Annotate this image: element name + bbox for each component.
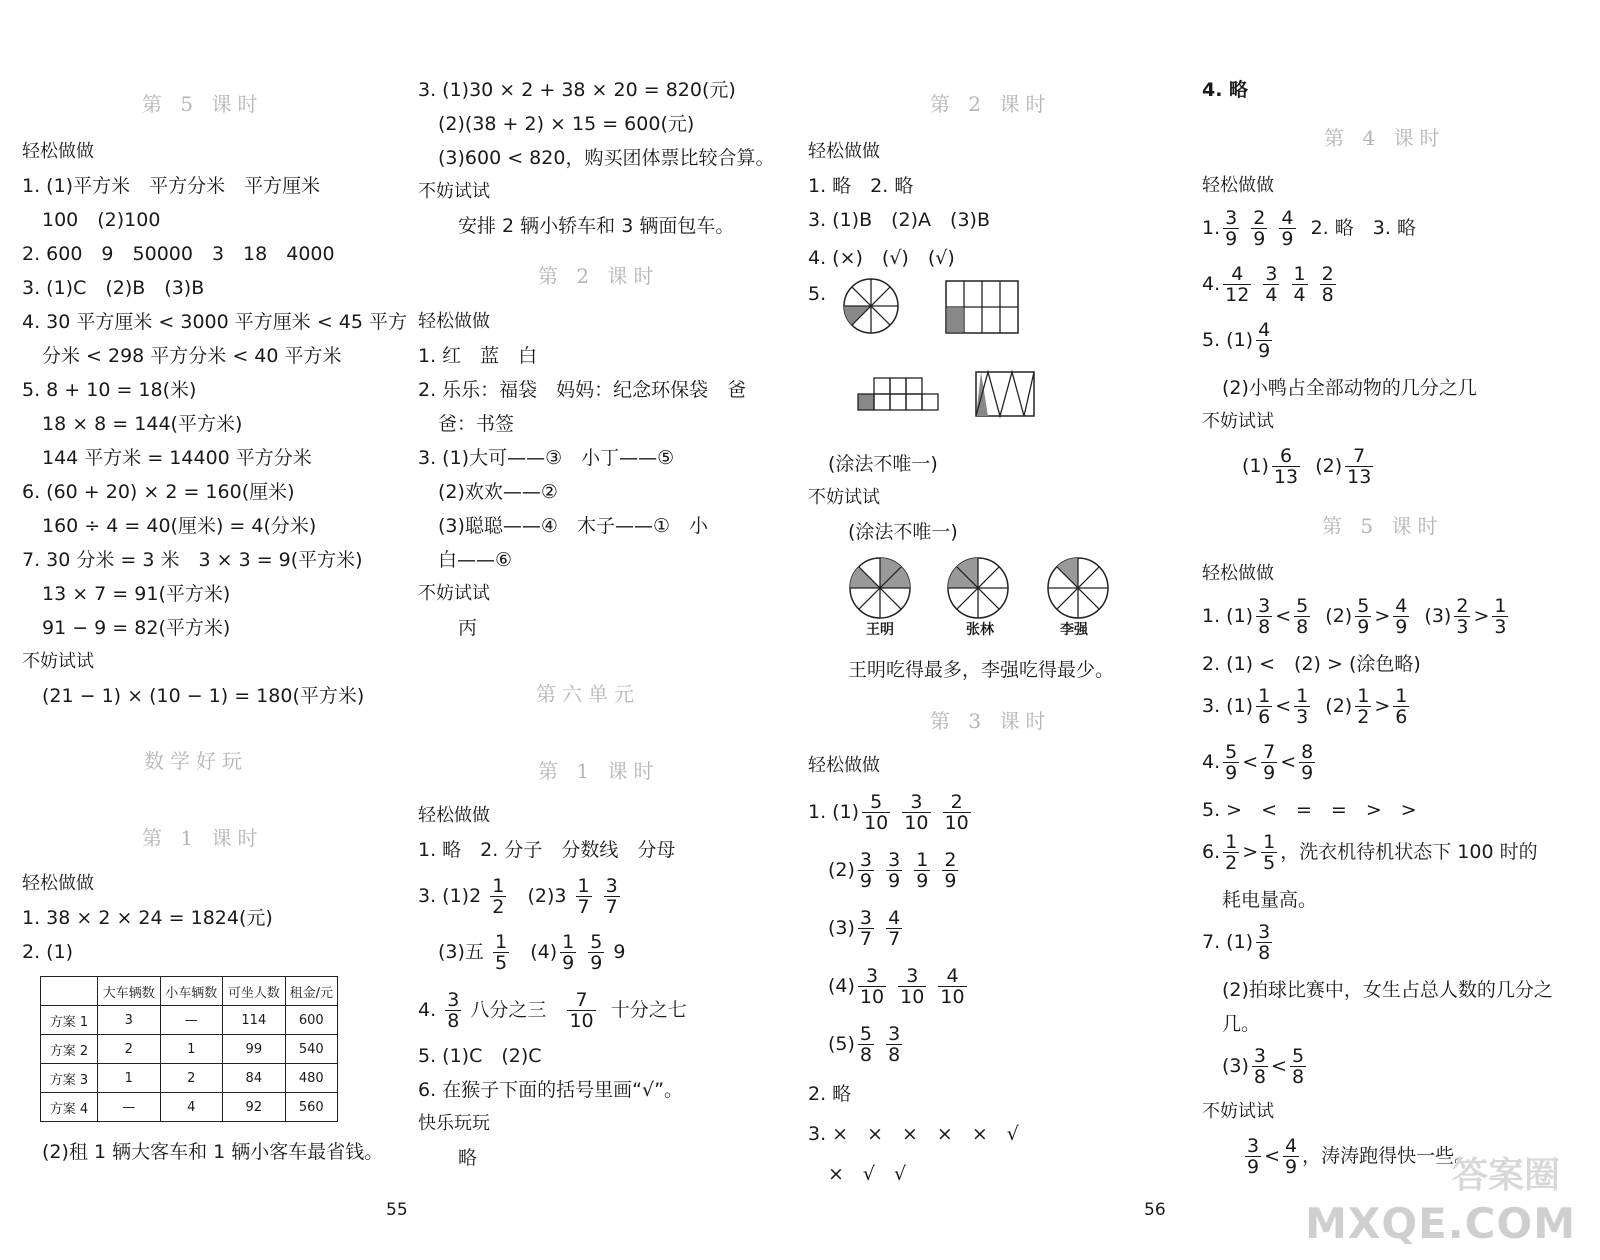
answer-line: 3. × × × × × √ xyxy=(808,1123,1019,1145)
answer-line: 1. 38 × 2 × 24 = 1824(元) xyxy=(22,907,273,929)
answer-line-fractions: 4. $\frac{5}{9}$ < $\frac{7}{9}$ < $\frac{8}{9}$ xyxy=(1202,741,1314,784)
answer-line: 4. 略 xyxy=(1202,79,1249,101)
answer-line-fractions xyxy=(418,988,687,1032)
table-cell: — xyxy=(160,1006,223,1035)
table-header-cell: 大车辆数 xyxy=(98,977,161,1006)
table-cell: 4 xyxy=(160,1093,223,1122)
answer-line: (2)拍球比赛中，女生占总人数的几分之 xyxy=(1222,979,1553,1001)
answer-line: 分米 < 298 平方分米 < 40 平方米 xyxy=(42,345,342,367)
answer-text: (2) xyxy=(1325,695,1353,717)
answer-text: ，涛涛跑得快一些。 xyxy=(1302,1145,1474,1167)
table-cell: 方案 2 xyxy=(41,1035,98,1064)
step-shape xyxy=(858,378,938,410)
answer-text: 1. (1) xyxy=(1202,605,1254,627)
answer-line: 1. 红 蓝 白 xyxy=(418,345,538,367)
answer-text: (3) xyxy=(1424,605,1452,627)
fraction: $\frac{3}{9}$ xyxy=(1247,1135,1260,1178)
fraction: $\frac{1}{3}$ xyxy=(1494,595,1507,638)
fraction: $\frac{8}{9}$ xyxy=(1301,741,1314,784)
section-title: 轻松做做 xyxy=(1202,175,1274,196)
lesson-heading: 第 2 课时 xyxy=(538,264,660,288)
answer-line: 2. 600 9 50000 3 18 4000 xyxy=(22,243,335,265)
circle-liqiang xyxy=(1048,558,1108,618)
answer-text: 十分之七 xyxy=(610,999,687,1021)
answer-line: 几。 xyxy=(1222,1013,1261,1035)
answer-text: (5) xyxy=(828,1033,855,1055)
fraction: $\frac{5}{10}$ xyxy=(864,791,889,834)
table-cell: 方案 1 xyxy=(41,1006,98,1035)
answer-line: 耗电量高。 xyxy=(1222,889,1318,911)
fraction: $\frac{2}{8}$ xyxy=(1321,263,1334,306)
fraction: $\frac{2}{9}$ xyxy=(944,849,957,892)
fraction: $\frac{5}{9}$ xyxy=(1357,595,1370,638)
fraction: $\frac{3}{4}$ xyxy=(1265,263,1278,306)
answer-line-fractions xyxy=(828,848,961,892)
answer-line: 2. 乐乐：福袋 妈妈：纪念环保袋 爸 xyxy=(418,379,747,401)
fraction: $\frac{5}{9}$ xyxy=(590,931,603,974)
answer-line: 1. (1)平方米 平方分米 平方厘米 xyxy=(22,175,321,197)
rental-plan-table xyxy=(40,976,338,1122)
answer-line: 5. > < = = > > xyxy=(1202,799,1417,821)
answer-line: × √ √ xyxy=(828,1163,907,1185)
fraction: $\frac{2}{3}$ xyxy=(1456,595,1469,638)
page-number: 55 xyxy=(386,1200,408,1220)
answer-text: (3) xyxy=(828,917,855,939)
answer-text: 3. (1) xyxy=(1202,695,1254,717)
section-title: 不妨试试 xyxy=(1202,1101,1274,1122)
answer-line: 2. (1) < (2) > (涂色略) xyxy=(1202,653,1421,675)
answer-line-fractions xyxy=(828,906,905,950)
fraction: $\frac{3}{8}$ xyxy=(1258,595,1271,638)
answer-line-fractions: 3. (1) $\frac{1}{6}$ < $\frac{1}{3}$ (2) $\frac{1}{2}$ > $\frac{1}{6}$ xyxy=(1202,685,1408,728)
answer-line: 1. 略 2. 分子 分数线 分母 xyxy=(418,839,676,861)
answer-text: (2) xyxy=(1315,455,1343,477)
answer-line: 6. 在猴子下面的括号里画“√”。 xyxy=(418,1079,683,1101)
answer-text: 9 xyxy=(613,941,626,963)
fraction: $\frac{7}{13}$ xyxy=(1347,445,1372,488)
answer-text: 八分之三 xyxy=(470,999,547,1021)
section-title: 快乐玩玩 xyxy=(418,1113,490,1134)
answer-line: (2)欢欢——② xyxy=(438,481,558,503)
fraction: $\frac{1}{9}$ xyxy=(916,849,929,892)
circle-wangming xyxy=(850,558,910,618)
fraction: $\frac{1}{7}$ xyxy=(577,875,590,918)
answer-line: 2. (1) xyxy=(22,941,74,963)
answer-line: 13 × 7 = 91(平方米) xyxy=(42,583,231,605)
fraction: $\frac{1}{2}$ xyxy=(1225,831,1238,874)
answer-line-fractions xyxy=(418,874,623,918)
answer-line: 王明吃得最多，李强吃得最少。 xyxy=(848,659,1115,681)
table-cell: 2 xyxy=(98,1035,161,1064)
table-cell: 方案 3 xyxy=(41,1064,98,1093)
fraction: $\frac{2}{9}$ xyxy=(1253,207,1266,250)
page-number: 56 xyxy=(1144,1200,1166,1220)
circle-label: 张林 xyxy=(966,622,994,638)
section-title: 轻松做做 xyxy=(418,311,490,332)
section-title: 不妨试试 xyxy=(808,487,880,508)
answer-line: 4. 30 平方厘米 < 3000 平方厘米 < 45 平方 xyxy=(22,311,407,333)
answer-text: ，洗衣机待机状态下 100 时的 xyxy=(1280,841,1538,863)
section-title: 轻松做做 xyxy=(808,755,880,776)
answer-text: (2) xyxy=(828,859,855,881)
fraction: $\frac{3}{7}$ xyxy=(859,907,873,950)
answer-line: (涂法不唯一) xyxy=(828,453,938,475)
answer-line: 2. 略 xyxy=(808,1083,852,1105)
fraction: $\frac{7}{9}$ xyxy=(1263,741,1276,784)
fraction: $\frac{4}{10}$ xyxy=(940,965,965,1008)
watermark: MXQE.COM xyxy=(1305,1199,1576,1248)
answer-line: 爸：书签 xyxy=(438,413,515,435)
table-row xyxy=(41,1093,338,1122)
fraction: $\frac{3}{8}$ xyxy=(1258,921,1271,964)
answer-line: 18 × 8 = 144(平方米) xyxy=(42,413,243,435)
answer-line: 5. (1)C (2)C xyxy=(418,1045,542,1067)
table-cell: 114 xyxy=(223,1006,286,1035)
answer-line: 3. (1)大可——③ 小丁——⑤ xyxy=(418,447,675,469)
answer-line: (2)租 1 辆大客车和 1 辆小客车最省钱。 xyxy=(42,1141,384,1163)
answer-line: 白——⑥ xyxy=(438,549,513,571)
circle-zhanglin xyxy=(948,558,1008,618)
answer-line: 丙 xyxy=(458,617,478,639)
answer-line: 5. 8 + 10 = 18(米) xyxy=(22,379,197,401)
answer-line: 144 平方米 = 14400 平方分米 xyxy=(42,447,312,469)
table-header-cell: 小车辆数 xyxy=(160,977,223,1006)
fraction: $\frac{5}{9}$ xyxy=(1225,741,1238,784)
fraction: $\frac{1}{5}$ xyxy=(1263,831,1276,874)
fraction: $\frac{1}{6}$ xyxy=(1395,685,1408,728)
lesson-heading: 第 5 课时 xyxy=(142,92,264,116)
answer-line: 3. (1)B (2)A (3)B xyxy=(808,209,990,231)
lesson-heading: 第 3 课时 xyxy=(930,709,1052,733)
fraction: $\frac{1}{9}$ xyxy=(562,931,575,974)
answer-line: 6. (60 + 20) × 2 = 160(厘米) xyxy=(22,481,295,503)
table-cell: 480 xyxy=(285,1064,337,1093)
answer-line: 1. 略 2. 略 xyxy=(808,175,914,197)
fraction: $\frac{3}{10}$ xyxy=(904,791,929,834)
answer-text: (2)3 xyxy=(527,885,567,907)
answer-text: 1. (1) xyxy=(808,801,860,823)
answer-text: 5. (1) xyxy=(1202,329,1254,351)
table-cell: 1 xyxy=(98,1064,161,1093)
fraction: $\frac{2}{10}$ xyxy=(944,791,969,834)
lesson-heading: 第 1 课时 xyxy=(142,826,264,850)
circle-label: 李强 xyxy=(1060,622,1088,638)
shading-figures xyxy=(838,278,1038,428)
table-cell: 92 xyxy=(223,1093,286,1122)
answer-line: 91 − 9 = 82(平方米) xyxy=(42,617,231,639)
fraction: $\frac{5}{8}$ xyxy=(1296,595,1309,638)
answer-text: 4. xyxy=(1202,273,1221,295)
answer-text: (2) xyxy=(1325,605,1353,627)
unit-heading: 第六单元 xyxy=(536,682,640,706)
answer-text: 3. (1)2 xyxy=(418,885,482,907)
table-cell: 方案 4 xyxy=(41,1093,98,1122)
section-title: 轻松做做 xyxy=(22,141,94,162)
table-cell: 540 xyxy=(285,1035,337,1064)
lesson-heading: 第 1 课时 xyxy=(538,759,660,783)
answer-line: 4. (×) (√) (√) xyxy=(808,247,955,269)
answer-line-fractions xyxy=(1242,444,1376,488)
watermark-logo: 答案圈 xyxy=(1451,1155,1560,1196)
triangle-rectangle xyxy=(976,372,1034,416)
table-cell: 3 xyxy=(98,1006,161,1035)
lesson-heading: 第 2 课时 xyxy=(930,92,1052,116)
table-cell: 2 xyxy=(160,1064,223,1093)
answer-line: 安排 2 辆小轿车和 3 辆面包车。 xyxy=(458,215,735,237)
answer-line-fractions xyxy=(1202,206,1416,250)
fraction: $\frac{1}{3}$ xyxy=(1296,685,1309,728)
answer-line-fractions xyxy=(1202,920,1275,964)
answer-line: 100 (2)100 xyxy=(42,209,161,231)
fraction: $\frac{3}{9}$ xyxy=(1225,207,1238,250)
table-header-cell xyxy=(41,977,98,1006)
section-title: 轻松做做 xyxy=(418,805,490,826)
column-4 xyxy=(1202,0,1577,1260)
fraction: $\frac{4}{7}$ xyxy=(888,907,901,950)
section-title: 不妨试试 xyxy=(418,583,490,604)
table-cell: 560 xyxy=(285,1093,337,1122)
table-cell: — xyxy=(98,1093,161,1122)
fraction: $\frac{3}{7}$ xyxy=(605,875,618,918)
fraction: $\frac{7}{10}$ xyxy=(569,989,594,1032)
section-title: 不妨试试 xyxy=(22,651,94,672)
answer-text: 7. (1) xyxy=(1202,931,1254,953)
fraction: $\frac{4}{9}$ xyxy=(1258,319,1271,362)
answer-text: 4. xyxy=(418,999,437,1021)
fraction: $\frac{1}{6}$ xyxy=(1258,685,1271,728)
lesson-heading: 第 4 课时 xyxy=(1324,126,1446,150)
fraction: $\frac{5}{8}$ xyxy=(1291,1045,1305,1088)
answer-line: 3. (1)30 × 2 + 38 × 20 = 820(元) xyxy=(418,79,736,101)
table-cell: 84 xyxy=(223,1064,286,1093)
fraction: $\frac{3}{10}$ xyxy=(859,965,885,1008)
fraction: $\frac{3}{8}$ xyxy=(888,1023,901,1066)
lesson-heading: 第 5 课时 xyxy=(1322,514,1444,538)
fraction: $\frac{1}{5}$ xyxy=(494,931,508,974)
section-title: 轻松做做 xyxy=(1202,563,1274,584)
fraction: $\frac{4}{9}$ xyxy=(1281,207,1294,250)
answer-text: 2. 略 3. 略 xyxy=(1310,217,1416,239)
answer-line-fractions: $\frac{3}{9}$ < $\frac{4}{9}$ ，涛涛跑得快一些。 xyxy=(1247,1135,1474,1178)
answer-line-fractions xyxy=(1202,318,1275,362)
answer-line: 3. (1)C (2)B (3)B xyxy=(22,277,205,299)
answer-line: (21 − 1) × (10 − 1) = 180(平方米) xyxy=(42,685,365,707)
answer-text: 1. xyxy=(1202,217,1221,239)
section-title: 不妨试试 xyxy=(1202,411,1274,432)
answer-line: (涂法不唯一) xyxy=(848,521,958,543)
fraction: $\frac{4}{9}$ xyxy=(1285,1135,1298,1178)
answer-line: (2)(38 + 2) × 15 = 600(元) xyxy=(438,113,695,135)
answer-line-fractions: 1. (1) $\frac{3}{8}$ < $\frac{5}{8}$ (2) $\frac{5}{9}$ > $\frac{4}{9}$ (3) $\frac{2}{3}$ > $\frac{1}{3}$ xyxy=(1202,595,1507,638)
grid-rectangle xyxy=(946,281,1018,333)
table-row xyxy=(41,977,338,1006)
table-header-cell: 可坐人数 xyxy=(223,977,286,1006)
answer-text: 6. xyxy=(1202,841,1221,863)
answer-line-fractions xyxy=(438,930,625,974)
answer-text: (4) xyxy=(530,941,558,963)
answer-line: (2)小鸭占全部动物的几分之几 xyxy=(1222,377,1477,399)
answer-text: (1) xyxy=(1242,455,1269,477)
answer-line: (3)600 < 820，购买团体票比较合算。 xyxy=(438,147,775,169)
answer-line-fractions xyxy=(808,790,974,834)
answer-line-fractions: 6. $\frac{1}{2}$ > $\frac{1}{5}$ ，洗衣机待机状态下 100 时的 xyxy=(1202,831,1538,874)
answer-text: (4) xyxy=(828,975,855,997)
column-3 xyxy=(808,0,1188,1260)
section-title: 不妨试试 xyxy=(418,181,490,202)
answer-line: (3)聪聪——④ 木子——① 小 xyxy=(438,515,708,537)
circle-eighths xyxy=(844,279,898,333)
table-row xyxy=(41,1064,338,1093)
fraction: $\frac{3}{9}$ xyxy=(888,849,901,892)
answer-line-fractions: (3) $\frac{3}{8}$ < $\frac{5}{8}$ xyxy=(1222,1045,1305,1088)
fraction: $\frac{1}{2}$ xyxy=(1357,685,1370,728)
answer-line: 略 xyxy=(458,1147,478,1169)
table-row xyxy=(41,1035,338,1064)
table-row xyxy=(41,1006,338,1035)
answer-line-fractions xyxy=(828,964,970,1008)
answer-text: 4. xyxy=(1202,751,1221,773)
fraction: $\frac{3}{10}$ xyxy=(900,965,925,1008)
answer-line: 7. 30 分米 = 3 米 3 × 3 = 9(平方米) xyxy=(22,549,363,571)
table-cell: 99 xyxy=(223,1035,286,1064)
table-cell: 600 xyxy=(285,1006,337,1035)
column-2 xyxy=(418,0,788,1260)
fraction: $\frac{3}{8}$ xyxy=(447,989,460,1032)
fraction: $\frac{6}{13}$ xyxy=(1273,445,1299,488)
answer-line: 160 ÷ 4 = 40(厘米) = 4(分米) xyxy=(42,515,317,537)
answer-line: 5. xyxy=(808,283,827,305)
unit-heading: 数学好玩 xyxy=(144,749,248,773)
section-title: 轻松做做 xyxy=(22,873,94,894)
fraction: $\frac{4}{9}$ xyxy=(1395,595,1408,638)
table-header-cell: 租金/元 xyxy=(285,977,337,1006)
fraction: $\frac{4}{12}$ xyxy=(1225,263,1250,306)
circle-label: 王明 xyxy=(866,622,894,638)
section-title: 轻松做做 xyxy=(808,141,880,162)
fraction: $\frac{3}{8}$ xyxy=(1253,1045,1267,1088)
fraction: $\frac{1}{2}$ xyxy=(492,875,505,918)
answer-line-fractions xyxy=(828,1022,905,1066)
answer-text: (3) xyxy=(1222,1055,1249,1077)
table-cell: 1 xyxy=(160,1035,223,1064)
fraction: $\frac{5}{8}$ xyxy=(859,1023,873,1066)
answer-text: (3)五 xyxy=(438,941,484,963)
answer-line-fractions xyxy=(1202,262,1339,306)
fraction: $\frac{1}{4}$ xyxy=(1293,263,1306,306)
fraction: $\frac{3}{9}$ xyxy=(859,849,873,892)
